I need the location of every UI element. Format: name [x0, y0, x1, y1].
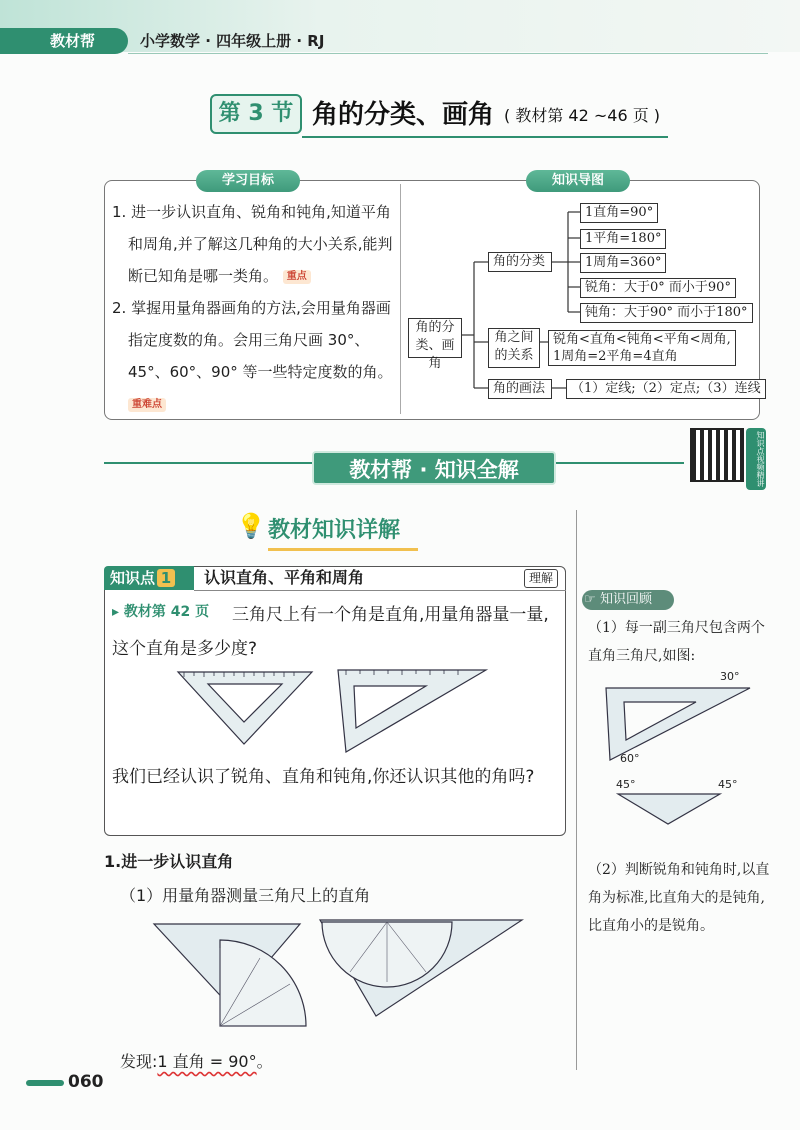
review-label: 知识回顾	[582, 590, 674, 610]
detail-title: 教材知识详解	[268, 518, 401, 543]
header-title: 小学数学 · 四年级上册 · RJ	[140, 32, 325, 50]
header-tag: 教材帮	[0, 28, 128, 54]
map-relation-box	[548, 330, 736, 366]
map-leaf-right-angle: 1直角=90°	[580, 203, 658, 223]
angle-label-45-right: 45°	[718, 778, 738, 791]
section-title: 角的分类、画角	[312, 100, 495, 130]
section-underline	[302, 136, 668, 138]
goals-label: 学习目标	[196, 170, 300, 192]
step-subtitle: （1）用量角器测量三角尺上的直角	[120, 886, 371, 905]
knowledge-question: 三角尺上有一个角是直角,用量角器量一量,这个直角是多少度?	[112, 605, 549, 659]
knowledge-point-title: 认识直角、平角和周角	[204, 568, 365, 587]
map-leaf-obtuse: 钝角：大于90° 而小于180°	[580, 303, 753, 323]
map-leaf-straight-angle: 1平角=180°	[580, 229, 666, 249]
map-relation-line: 锐角<直角<钝角<平角<周角,	[553, 332, 731, 347]
section-number: 第 3 节	[210, 94, 302, 134]
triangle-ruler-45	[178, 672, 312, 744]
map-label: 知识导图	[526, 170, 630, 192]
finding-line: 发现:1 直角 = 90°。	[120, 1052, 273, 1071]
textbook-ref: ▸ 教材第 42 页	[112, 604, 210, 620]
knowledge-point-rule	[194, 590, 566, 591]
map-root: 角的分类、画角	[408, 318, 462, 358]
goal-item: 1. 进一步认识直角、锐角和钝角,知道平角和周角,并了解这几种角的大小关系,能判断已知角是哪一类角。 重点	[112, 203, 393, 285]
map-draw-method: （1）定线;（2）定点;（3）连线	[566, 379, 766, 399]
key-point-badge: 重点	[283, 270, 311, 284]
map-branch-draw: 角的画法	[488, 379, 552, 399]
angle-label-60: 60°	[620, 752, 640, 765]
header-divider	[128, 53, 768, 54]
map-leaf-acute: 锐角：大于0° 而小于90°	[580, 278, 736, 298]
angle-label-30: 30°	[720, 670, 740, 683]
review-triangles-figure	[600, 676, 760, 826]
knowledge-level-badge: 理解	[524, 569, 558, 588]
map-branch-relation: 角之间的关系	[488, 328, 540, 368]
page-bar	[26, 1080, 64, 1086]
map-leaf-full-angle: 1周角=360°	[580, 253, 666, 273]
difficulty-badge: 重难点	[128, 398, 166, 412]
section-pages: ( 教材第 42 ~46 页 )	[504, 106, 661, 125]
goal-item: 2. 掌握用量角器画角的方法,会用量角器画指定度数的角。会用三角尺画 30°、45°、60°、90° 等一些特定度数的角。 重难点	[112, 299, 393, 410]
page-number: 060	[68, 1072, 104, 1092]
qr-code-icon[interactable]	[690, 428, 744, 482]
angle-label-45-left: 45°	[616, 778, 636, 791]
protractor-figure	[150, 916, 530, 1044]
detail-underline	[268, 548, 418, 551]
knowledge-prompt: 我们已经认识了锐角、直角和钝角,你还认识其他的角吗?	[112, 767, 535, 787]
triangle-ruler-30-60	[338, 670, 486, 752]
hand-pointer-icon: ☞	[584, 592, 596, 607]
review-paragraph-1: （1）每一副三角尺包含两个直角三角尺,如图:	[588, 620, 765, 664]
lightbulb-icon: 💡	[236, 512, 266, 540]
qr-video-tag: 知识点视频精讲	[746, 428, 766, 490]
review-paragraph-2: （2）判断锐角和钝角时,以直角为标准,比直角大的是钝角,比直角小的是锐角。	[588, 862, 770, 934]
column-divider	[576, 510, 577, 1070]
knowledge-point-number: 1	[157, 569, 175, 587]
band-title: 教材帮 · 知识全解	[312, 451, 556, 485]
knowledge-point-tag: 知识点 1	[104, 566, 194, 590]
map-branch-classify: 角的分类	[488, 252, 552, 272]
goals-list	[112, 196, 398, 420]
protractor-left	[220, 940, 306, 1026]
triangle-rulers-figure	[170, 664, 500, 756]
triangle-30-60	[606, 688, 750, 760]
triangle-45	[618, 794, 720, 824]
step-title: 1.进一步认识直角	[104, 852, 234, 871]
map-relation-line: 1周角=2平角=4直角	[553, 349, 678, 364]
finding-value: 1 直角 = 90°	[157, 1052, 257, 1071]
